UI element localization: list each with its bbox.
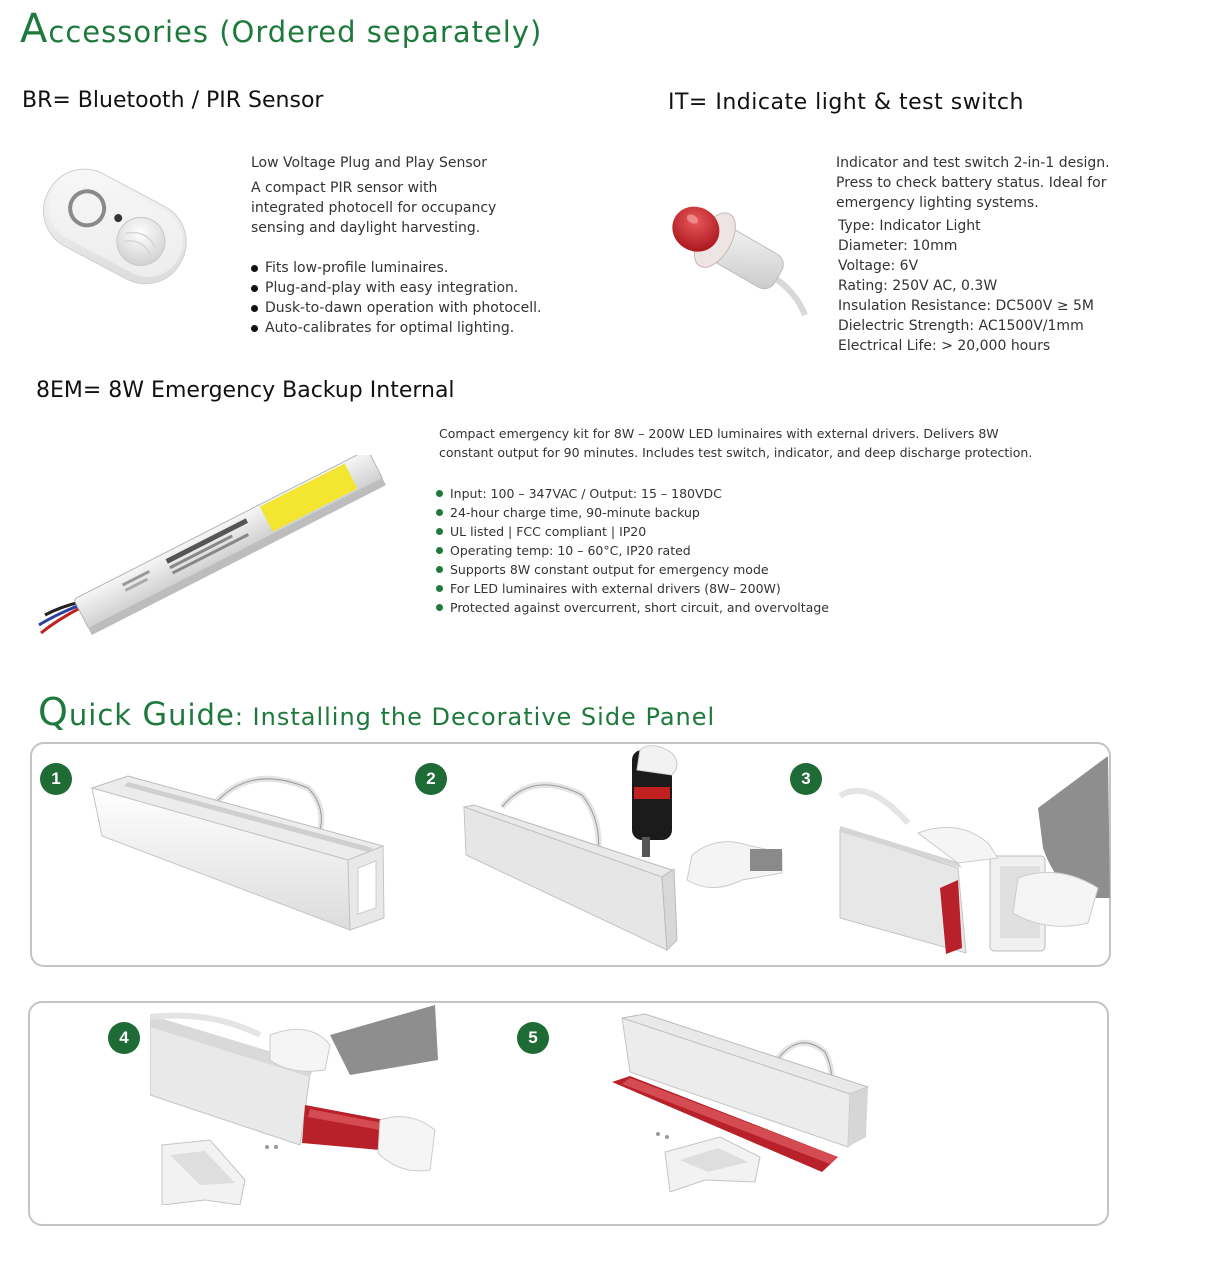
step-badge-4: 4 <box>108 1022 140 1054</box>
list-item: Input: 100 – 347VAC / Output: 15 – 180VDC <box>436 484 1049 503</box>
br-feature-list <box>251 258 551 338</box>
pir-sensor-image <box>28 155 198 305</box>
accessories-title: Accessories (Ordered separately) <box>20 6 543 52</box>
guide-subtitle: Installing the Decorative Side Panel <box>252 703 716 731</box>
step-badge-2: 2 <box>415 763 447 795</box>
br-subtitle: Low Voltage Plug and Play Sensor <box>251 155 487 171</box>
list-item: Voltage: 6V <box>838 258 919 274</box>
list-item: Type: Indicator Light <box>838 218 981 234</box>
it-description: Indicator and test switch 2-in-1 design. Press to check battery status. Ideal for emergency lighting systems. <box>836 155 1110 211</box>
list-item: Diameter: 10mm <box>838 238 958 254</box>
list-item: Plug-and-play with easy integration. <box>251 278 551 298</box>
em-description: Compact emergency kit for 8W – 200W LED luminaires with external drivers. Delivers 8W constant output for 90 minutes. Includes test switch, indicator, and deep discharge protection. <box>439 426 1033 460</box>
step-1-illustration <box>88 768 388 938</box>
br-description: A compact PIR sensor with integrated photocell for occupancy sensing and daylight harvesting. <box>251 180 497 236</box>
step-badge-5: 5 <box>517 1022 549 1054</box>
list-item: For LED luminaires with external drivers (8W– 200W) <box>436 579 1049 598</box>
step-4-illustration <box>150 1005 440 1205</box>
list-item: Rating: 250V AC, 0.3W <box>838 278 998 294</box>
emergency-driver-image <box>35 455 405 640</box>
list-item: Protected against overcurrent, short circuit, and overvoltage <box>436 598 1049 617</box>
list-item: Supports 8W constant output for emergency mode <box>436 560 1049 579</box>
it-text-block <box>836 153 1146 356</box>
step-badge-3: 3 <box>790 763 822 795</box>
br-title: BR= Bluetooth / PIR Sensor <box>22 88 324 113</box>
list-item: Dielectric Strength: AC1500V/1mm <box>838 318 1084 334</box>
em-feature-list <box>436 484 1049 617</box>
step-3-illustration <box>838 748 1110 963</box>
it-spec-list <box>836 216 1146 356</box>
list-item: Electrical Life: > 20,000 hours <box>838 338 1051 354</box>
step-badge-1: 1 <box>40 763 72 795</box>
step-2-illustration <box>462 745 787 960</box>
br-text-block <box>251 153 551 338</box>
it-title: IT= Indicate light & test switch <box>668 90 1024 115</box>
list-item: Insulation Resistance: DC500V ≥ 5M <box>838 298 1094 314</box>
list-item: Operating temp: 10 – 60°C, IP20 rated <box>436 541 1049 560</box>
step-5-illustration <box>610 1012 875 1192</box>
list-item: UL listed | FCC compliant | IP20 <box>436 522 1049 541</box>
list-item: 24-hour charge time, 90-minute backup <box>436 503 1049 522</box>
list-item: Dusk-to-dawn operation with photocell. <box>251 298 551 318</box>
indicator-switch-image <box>650 180 810 325</box>
list-item: Fits low-profile luminaires. <box>251 258 551 278</box>
guide-title: Quick Guide: Installing the Decorative Side Panel <box>38 690 716 734</box>
list-item: Auto-calibrates for optimal lighting. <box>251 318 551 338</box>
em-text-block <box>439 424 1049 617</box>
em-title: 8EM= 8W Emergency Backup Internal <box>36 378 455 403</box>
